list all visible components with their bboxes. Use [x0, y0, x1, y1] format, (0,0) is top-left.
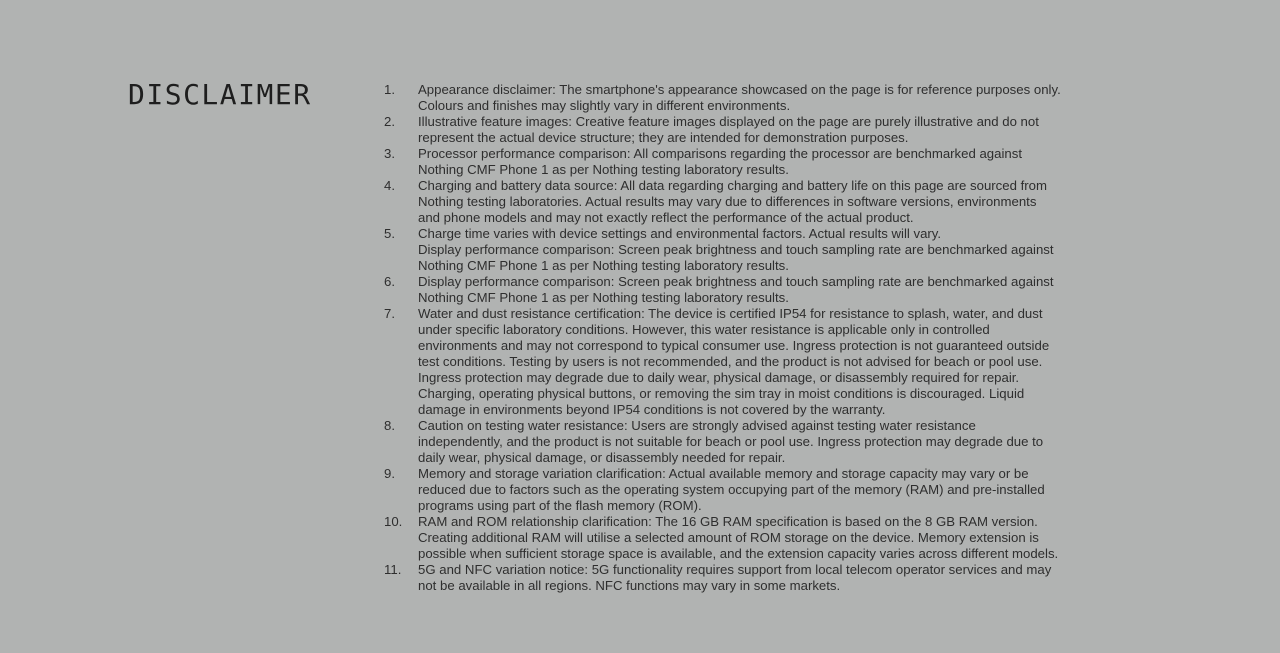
disclaimer-item-line: Display performance comparison: Screen peak brightness and touch sampling rate are benchmarked against: [418, 242, 1054, 257]
disclaimer-item-text: [418, 562, 1144, 594]
disclaimer-item-line: Nothing CMF Phone 1 as per Nothing testing laboratory results.: [418, 162, 789, 177]
disclaimer-item-line: represent the actual device structure; they are intended for demonstration purposes.: [418, 130, 909, 145]
disclaimer-list: [384, 82, 1144, 594]
disclaimer-item-number: 9.: [384, 466, 395, 481]
disclaimer-item-line: damage in environments beyond IP54 conditions is not covered by the warranty.: [418, 402, 886, 417]
disclaimer-item-line: 5G and NFC variation notice: 5G functionality requires support from local telecom operator services and may: [418, 562, 1052, 577]
disclaimer-item-number: 11.: [384, 562, 402, 577]
disclaimer-item-line: environments and may not correspond to typical consumer use. Ingress protection is not guaranteed outside: [418, 338, 1050, 353]
disclaimer-item: [384, 306, 1144, 418]
disclaimer-item-number: 2.: [384, 114, 395, 129]
disclaimer-item-line: Colours and finishes may slightly vary in different environments.: [418, 98, 791, 113]
disclaimer-item-line: Charging and battery data source: All data regarding charging and battery life on this page are sourced from: [418, 178, 1047, 193]
disclaimer-item-line: Nothing testing laboratories. Actual results may vary due to differences in software versions, environments: [418, 194, 1037, 209]
disclaimer-item: [384, 274, 1144, 306]
disclaimer-item-line: reduced due to factors such as the operating system occupying part of the memory (RAM) and pre-installed: [418, 482, 1045, 497]
disclaimer-item: [384, 82, 1144, 114]
disclaimer-item-number: 8.: [384, 418, 395, 433]
disclaimer-item-line: daily wear, physical damage, or disassembly needed for repair.: [418, 450, 786, 465]
disclaimer-item: [384, 418, 1144, 466]
disclaimer-item-line: Display performance comparison: Screen peak brightness and touch sampling rate are benchmarked against: [418, 274, 1054, 289]
disclaimer-item-line: not be available in all regions. NFC functions may vary in some markets.: [418, 578, 841, 593]
disclaimer-item: [384, 178, 1144, 226]
disclaimer-heading: DISCLAIMER: [128, 78, 312, 111]
disclaimer-item-text: [418, 178, 1144, 226]
disclaimer-item-line: Memory and storage variation clarification: Actual available memory and storage capacity may vary or be: [418, 466, 1029, 481]
disclaimer-item-line: Appearance disclaimer: The smartphone's appearance showcased on the page is for reference purposes only.: [418, 82, 1061, 97]
disclaimer-item-line: Ingress protection may degrade due to daily wear, physical damage, or disassembly required for repair.: [418, 370, 1020, 385]
disclaimer-item: [384, 466, 1144, 514]
disclaimer-item: [384, 226, 1144, 274]
disclaimer-item-line: and phone models and may not exactly reflect the performance of the actual product.: [418, 210, 914, 225]
disclaimer-item-text: [418, 514, 1144, 562]
disclaimer-item-line: Processor performance comparison: All comparisons regarding the processor are benchmarked against: [418, 146, 1022, 161]
disclaimer-item-line: programs using part of the flash memory (ROM).: [418, 498, 702, 513]
disclaimer-item-text: [418, 226, 1144, 274]
disclaimer-item-line: Charging, operating physical buttons, or removing the sim tray in moist conditions is discouraged. Liquid: [418, 386, 1025, 401]
disclaimer-item: [384, 562, 1144, 594]
disclaimer-item-line: Nothing CMF Phone 1 as per Nothing testing laboratory results.: [418, 258, 789, 273]
disclaimer-item-line: under specific laboratory conditions. However, this water resistance is applicable only in controlled: [418, 322, 990, 337]
disclaimer-item-text: [418, 114, 1144, 146]
disclaimer-item-text: [418, 466, 1144, 514]
disclaimer-item-line: Nothing CMF Phone 1 as per Nothing testing laboratory results.: [418, 290, 789, 305]
disclaimer-item-line: independently, and the product is not suitable for beach or pool use. Ingress protection may degrade due to: [418, 434, 1044, 449]
disclaimer-item-line: possible when sufficient storage space is available, and the extension capacity varies across different models.: [418, 546, 1059, 561]
disclaimer-item-number: 3.: [384, 146, 395, 161]
disclaimer-item-line: Illustrative feature images: Creative feature images displayed on the page are purely illustrative and do not: [418, 114, 1039, 129]
disclaimer-item-line: Water and dust resistance certification: The device is certified IP54 for resistance to splash, water, and dust: [418, 306, 1043, 321]
disclaimer-item: [384, 514, 1144, 562]
disclaimer-item-text: [418, 82, 1144, 114]
disclaimer-item-number: 10.: [384, 514, 403, 529]
disclaimer-item-line: Caution on testing water resistance: Users are strongly advised against testing water resistance: [418, 418, 976, 433]
disclaimer-item-text: [418, 418, 1144, 466]
disclaimer-item-number: 7.: [384, 306, 395, 321]
disclaimer-item: [384, 146, 1144, 178]
disclaimer-item-line: Creating additional RAM will utilise a selected amount of ROM storage on the device. Memory extension is: [418, 530, 1039, 545]
disclaimer-item-text: [418, 306, 1144, 418]
disclaimer-item-number: 1.: [384, 82, 395, 97]
disclaimer-item-line: test conditions. Testing by users is not recommended, and the product is not advised for beach or pool use.: [418, 354, 1043, 369]
disclaimer-item-line: RAM and ROM relationship clarification: The 16 GB RAM specification is based on the 8 GB RAM version.: [418, 514, 1038, 529]
disclaimer-item-text: [418, 274, 1144, 306]
disclaimer-item-line: Charge time varies with device settings and environmental factors. Actual results will vary.: [418, 226, 942, 241]
disclaimer-item-text: [418, 146, 1144, 178]
disclaimer-item-number: 5.: [384, 226, 395, 241]
disclaimer-item: [384, 114, 1144, 146]
disclaimer-item-number: 6.: [384, 274, 395, 289]
disclaimer-item-number: 4.: [384, 178, 395, 193]
